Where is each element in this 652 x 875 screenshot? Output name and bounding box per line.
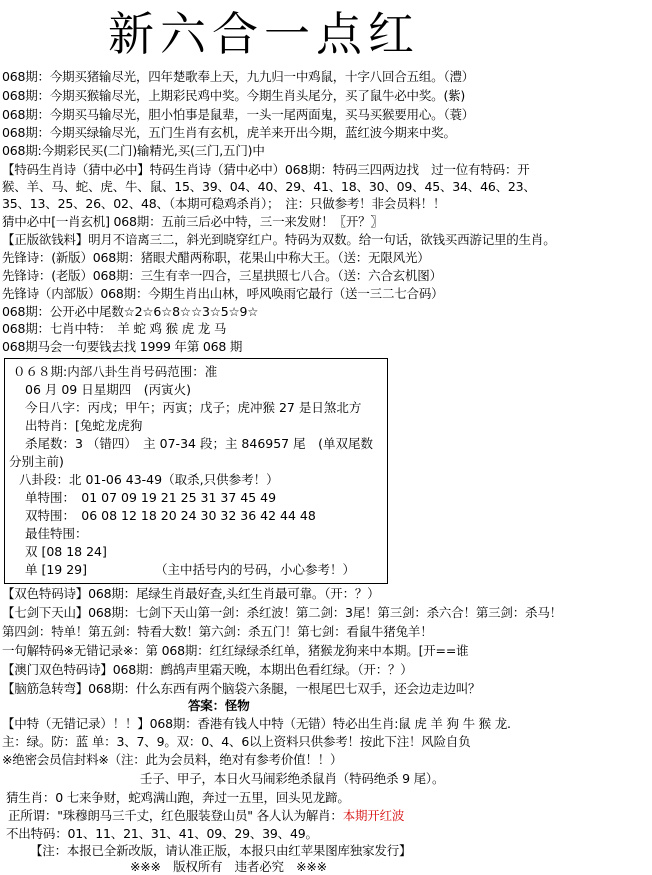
special-poem-header: 【特码生肖诗（猜中必中】特码生肖诗（猜中必中）068期：特码三四两边找 过一位有特码：开	[2, 162, 530, 177]
box-line-range: ０６８期:内部八卦生肖号码范围：准	[13, 364, 218, 379]
proverb-line	[8, 807, 404, 824]
seven-swords-line: 【七剑下天山】068期：七剑下天山第一剑：杀红波！第二剑：3尾！第三剑：杀六合！第三剑：杀马！	[2, 605, 562, 620]
special-line-2: 主：绿。防：蓝 单：3、7、9。双：0、4、6以上资料只供参考！按此下注！风险自负	[2, 734, 471, 749]
special-poem-list: 猴、羊、马、蛇、虎、牛、鼠、15、39、04、40、29、41、18、30、09、45、34、46、23、	[2, 179, 536, 194]
proverb-red-text: 本期开红波	[342, 808, 405, 823]
brain-teaser-line: 【脑筋急转弯】068期：什么东西有两个脑袋六条腿，一根尾巴七双手，还会边走边叫？	[2, 681, 481, 696]
box-line-single-range: 单特围： 01 07 09 19 21 25 31 37 45 49	[25, 490, 277, 505]
box-line-kill-tail-cont: 分别主前)	[9, 454, 64, 469]
box-line-kill-tail: 杀尾数：3 （错四） 主 07-34 段；主 846957 尾 (单双尾数	[25, 436, 373, 451]
intro-line-4: 068期：今期买绿输尽光，五门生肖有玄机，虎羊来开出今期，蓝红波今期来中奖。	[2, 125, 456, 140]
box-line-best-range: 最佳特围：	[25, 526, 88, 541]
poem-new: 先锋诗：(新版）068期：猪眼犬醋两称职，花果山中称大王。（送：无限风光）	[2, 250, 430, 265]
notice-line: 【注：本报已全新改版，请认准正版，本报只由红苹果图库独家发行】	[30, 843, 412, 858]
answer-label: 答案：	[188, 698, 225, 713]
riddle-line: 猜生肖：0 七来争财，蛇鸡满山跑，奔过一五里，回头见龙蹄。	[6, 790, 350, 805]
macau-poem-line: 【澳门双色特码诗】068期：鹧鸪声里霜天晚，本期出色看红绿。（开：？）	[2, 662, 413, 677]
intro-line-5: 068期:今期彩民买(二门)输精光,买(三门,五门)中	[2, 143, 265, 158]
box-line-double-range: 双特围： 06 08 12 18 20 24 30 32 36 42 44 48	[25, 508, 316, 523]
internal-info-box	[4, 358, 388, 584]
answer-line	[188, 697, 250, 714]
kill-line: 壬子、甲子，本日火马闹彩绝杀鼠肖（特码绝杀 9 尾）。	[140, 771, 445, 786]
intro-line-2: 068期：今期买猴输尽光，上期彩民鸡中奖。今期生肖头尾分，买了鼠牛必中奖。(紫)	[2, 88, 466, 103]
special-line-1: 【中特（无错记录）！！】068期：香港有钱人中特（无错）特必出生肖:鼠 虎 羊 狗 牛 猴 龙.	[2, 716, 511, 731]
not-out-line: 不出特码：01、11、21、31、41、09、29、39、49。	[6, 826, 318, 841]
horse-club-line: 068期马会一句要钱去找 1999 年第 068 期	[2, 339, 243, 354]
poem-old: 先锋诗：(老版）068期：三生有幸一四合，三星拱照七八合。（送：六合玄机图）	[2, 268, 442, 283]
special-poem-list-2: 35、13、25、26、02、48、（本期可稳鸡杀肖）； 注：只做参考！非会员料！！	[2, 196, 446, 211]
box-line-date: 06 月 09 日星期四 (丙寅火)	[25, 382, 191, 397]
proverb-text: "珠穆朗马三千丈，红色服装登山员" 各人认为解肖：	[57, 808, 343, 823]
answer-value: 怪物	[224, 698, 250, 713]
box-line-bagua: 八卦段：北 01-06 43-49（取杀,只供参考！）	[19, 472, 279, 487]
proverb-label: 正所谓：	[8, 808, 58, 823]
guess-line: 猜中必中[一肖玄机] 068期：五前三后必中特，三一来发财！〖开？〗	[2, 214, 383, 229]
box-line-single-set: 单 [19 29]	[25, 562, 88, 577]
box-line-note: （主中括号内的号码，小心参考！）	[155, 562, 356, 577]
tail-numbers-line: 068期：公开必中尾数☆2☆6☆8☆☆3☆5☆9☆	[2, 304, 259, 319]
two-color-poem: 【双色特码诗】068期：尾绿生肖最好查,头红生肖最可靠。（开：？）	[2, 586, 380, 601]
one-phrase-line: 一句解特码※无错记录※：第 068期：红红绿绿杀红单，猪猴龙狗来中本期。[开==谁	[2, 643, 469, 658]
intro-line-1: 068期：今期买猪输尽光，四年楚歌奉上天，九九归一中鸡鼠，十字八回合五组。（澧）	[2, 69, 475, 84]
seven-zodiac-line: 068期：七肖中特： 羊 蛇 鸡 猴 虎 龙 马	[2, 321, 227, 336]
intro-line-3: 068期：今期买马输尽光，胆小怕事是鼠辈，一头一尾两面鬼，买马买猴要用心。（蓑）	[2, 107, 475, 122]
box-line-double-set: 双 [08 18 24]	[25, 544, 107, 559]
genuine-line: 【正版欲钱料】明月不谙离三二，斜光到晓穿红户。特码为双数。给一句话，欲钱买西游记里的生肖。	[2, 232, 556, 247]
page-title: 新六合一点红	[108, 7, 420, 61]
copyright-line: ※※※ 版权所有 违者必究 ※※※	[130, 859, 327, 874]
poem-internal: 先锋诗（内部版）068期：今期生肖出山林，呼风唤雨它最行（送一三二七合码）	[2, 286, 444, 301]
box-line-zodiac: 出特肖：[兔蛇龙虎狗	[25, 418, 143, 433]
box-line-bazi: 今日八字：丙戌；甲午；丙寅；戊子；虎冲猴 27 是日煞北方	[25, 400, 362, 415]
member-line: ※绝密会员信封料※（注：此为会员料，绝对有参考价值！！）	[2, 752, 343, 767]
seven-swords-line-2: 第四剑：特单！第五剑：特看大数！第六剑：杀五门！第七剑：看鼠牛猪兔羊！	[2, 624, 433, 639]
